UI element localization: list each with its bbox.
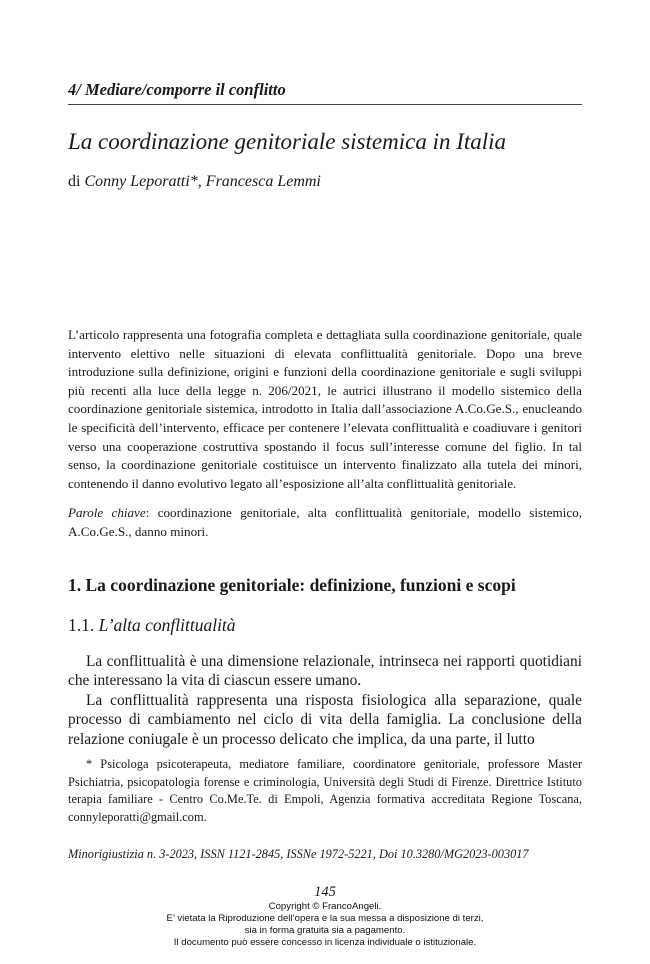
journal-citation: Minorigiustizia n. 3-2023, ISSN 1121-2845, ISSNe 1972-5221, Doi 10.3280/MG2023-003017 [68, 847, 529, 861]
keywords-text: : coordinazione genitoriale, alta conflittualità genitoriale, modello sistemico, A.Co.Ge.S., danno minori. [68, 505, 582, 539]
footnote-text: * Psicologa psicoterapeuta, mediatore familiare, coordinatore genitoriale, professore Master Psichiatria, psicopatologia forense e criminologia, Università degli Studi di Firenze. Direttrice Istituto terapia familiare - Centro Co.Me.Te. di Empoli, Agenzia formativa accreditata Regione Toscana, connyleporatti@gmail.com. [68, 757, 582, 824]
keywords [68, 504, 582, 541]
body-text [68, 652, 582, 749]
article-authors [68, 172, 321, 192]
authors-names: Conny Leporatti*, Francesca Lemmi [84, 173, 321, 190]
page-number: 145 [314, 884, 336, 900]
copyright-line: E’ vietata la Riproduzione dell’opera e la sua messa a disposizione di terzi, [166, 913, 484, 924]
subsection-title: L’alta conflittualità [98, 615, 236, 635]
section-heading: 1. La coordinazione genitoriale: definizione, funzioni e scopi [68, 575, 516, 595]
copyright-notice [0, 901, 650, 949]
body-paragraph: La conflittualità è una dimensione relazionale, intrinseca nei rapporti quotidiani che interessano la vita di ciascun essere umano. [68, 653, 582, 690]
subsection-number: 1.1. [68, 615, 95, 635]
authors-prefix: di [68, 173, 81, 190]
keywords-label: Parole chiave [68, 505, 146, 520]
copyright-line: Copyright © FrancoAngeli. [268, 901, 382, 912]
body-paragraph: La conflittualità rappresenta una risposta fisiologica alla separazione, quale processo di cambiamento nel ciclo di vita della famiglia. La conclusione della relazione coniugale è un processo delicato che implica, da una parte, il lutto [68, 691, 582, 748]
header-rule [68, 104, 582, 105]
copyright-line: sia in forma gratuita sia a pagamento. [244, 925, 406, 936]
author-footnote [68, 756, 582, 826]
abstract: L’articolo rappresenta una fotografia completa e dettagliata sulla coordinazione genitoriale, quale intervento elettivo nelle situazioni di elevata conflittualità genitoriale. Dopo una breve introduzione sulla definizione, origini e funzioni della coordinazione genitoriale e sugli sviluppi più recenti alla luce della legge n. 206/2021, le autrici illustrano il modello sistemico della coordinazione genitoriale sistemica, introdotto in Italia dall’associazione A.Co.Ge.S., enucleando le specificità dell’intervento, efficace per contenere l’elevata conflittualità e coadiuvare i genitori verso una cooperazione costruttiva spostando il focus sull’interesse comune del figlio. In tal senso, la coordinazione genitoriale costituisce un intervento finalizzato alla tutela dei minori, contenendo il danno evolutivo legato all’esposizione all’alta conflittualità genitoriale. [68, 327, 582, 491]
copyright-line: Il documento può essere concesso in licenza individuale o istituzionale. [173, 937, 477, 948]
subsection-heading [68, 614, 236, 636]
running-section-header: 4/ Mediare/comporre il conflitto [68, 80, 286, 99]
article-title: La coordinazione genitoriale sistemica in Italia [68, 129, 507, 154]
